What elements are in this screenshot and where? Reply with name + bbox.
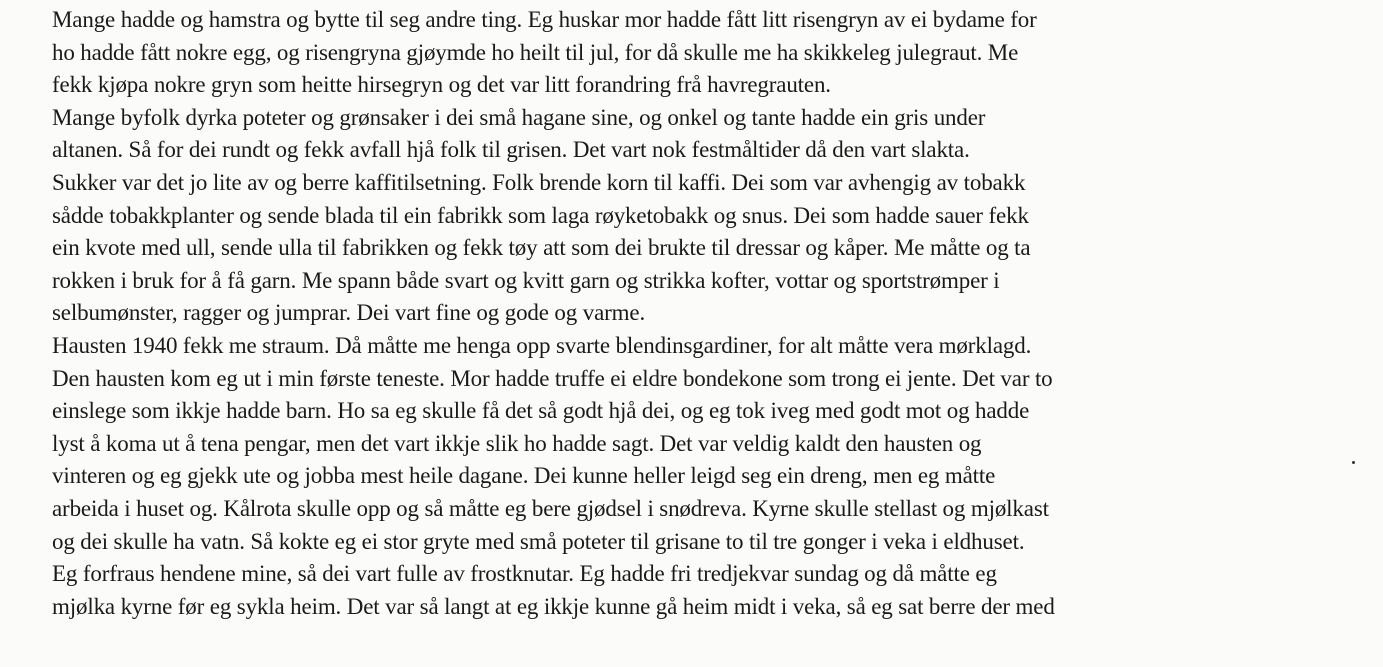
text-line: og dei skulle ha vatn. Så kokte eg ei stor gryte med små poteter til grisane to til tre gonger i veka i eldhuset. <box>52 528 1025 554</box>
text-line: Mange hadde og hamstra og bytte til seg andre ting. Eg huskar mor hadde fått litt risengryn av ei bydame for <box>52 7 1037 32</box>
document-text <box>52 4 1372 623</box>
text-line: ein kvote med ull, sende ulla til fabrikken og fekk tøy att som dei brukte til dressar og kåper. Me måtte og ta <box>52 235 1031 261</box>
text-line: altanen. Så for dei rundt og fekk avfall hjå folk til grisen. Det vart nok festmåltider då den vart slakta. <box>52 137 970 163</box>
text-line: vinteren og eg gjekk ute og jobba mest heile dagane. Dei kunne heller leigd seg ein dreng, men eg måtte <box>52 463 996 489</box>
text-line: mjølka kyrne før eg sykla heim. Det var så langt at eg ikkje kunne gå heim midt i veka, så eg sat berre der med <box>52 593 1055 619</box>
text-line: lyst å koma ut å tena pengar, men det vart ikkje slik ho hadde sagt. Det var veldig kaldt den hausten og <box>52 430 982 456</box>
text-line: fekk kjøpa nokre gryn som heitte hirsegryn og det var litt forandring frå havregrauten. <box>52 72 831 98</box>
text-line: Mange byfolk dyrka poteter og grønsaker i dei små hagane sine, og onkel og tante hadde ein gris under <box>52 104 986 130</box>
text-line: Den hausten kom eg ut i min første teneste. Mor hadde truffe ei eldre bondekone som trong ei jente. Det var to <box>52 365 1053 391</box>
text-line: rokken i bruk for å få garn. Me spann både svart og kvitt garn og strikka kofter, vottar og sportstrømper i <box>52 267 1000 293</box>
scan-speck <box>1352 461 1355 464</box>
text-line: selbumønster, ragger og jumprar. Dei vart fine og gode og varme. <box>52 300 646 326</box>
text-line: sådde tobakkplanter og sende blada til ein fabrikk som laga røyketobakk og snus. Dei som hadde sauer fekk <box>52 202 1029 228</box>
text-line: arbeida i huset og. Kålrota skulle opp og så måtte eg bere gjødsel i snødreva. Kyrne skulle stellast og mjølkast <box>52 495 1049 521</box>
text-line: Hausten 1940 fekk me straum. Då måtte me henga opp svarte blendinsgardiner, for alt måtte vera mørklagd. <box>52 332 1032 358</box>
text-line: einslege som ikkje hadde barn. Ho sa eg skulle få det så godt hjå dei, og eg tok iveg med godt mot og hadde <box>52 398 1030 424</box>
text-line: ho hadde fått nokre egg, og risengryna gjøymde ho heilt til jul, for då skulle me ha skikkeleg julegraut. Me <box>52 39 1019 65</box>
text-line: Eg forfraus hendene mine, så dei vart fulle av frostknutar. Eg hadde fri tredjekvar sundag og då måtte eg <box>52 561 997 587</box>
text-line: Sukker var det jo lite av og berre kaffitilsetning. Folk brende korn til kaffi. Dei som var avhengig av tobakk <box>52 169 1026 195</box>
